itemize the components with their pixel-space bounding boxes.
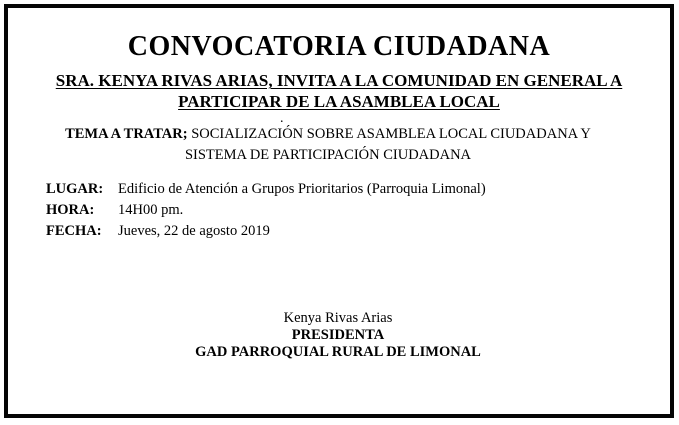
- signature-block: [8, 310, 668, 361]
- signature-organization: GAD PARROQUIAL RURAL DE LIMONAL: [195, 344, 481, 360]
- topic-text-1: SOCIALIZACIÓN SOBRE ASAMBLEA LOCAL CIUDADANA Y: [191, 126, 591, 142]
- topic-line-1: [8, 124, 648, 145]
- invitation-line-2: PARTICIPAR DE LA ASAMBLEA LOCAL: [178, 92, 500, 111]
- hora-value: 14H00 pm.: [118, 202, 184, 218]
- topic-label: TEMA A TRATAR;: [65, 126, 188, 142]
- lugar-label: LUGAR:: [46, 181, 104, 197]
- topic-line-2: SISTEMA DE PARTICIPACIÓN CIUDADANA: [184, 146, 472, 163]
- event-details: [46, 179, 486, 242]
- detail-row-fecha: [46, 221, 486, 242]
- document-title: CONVOCATORIA CIUDADANA: [127, 31, 551, 62]
- invitation-line-1: SRA. KENYA RIVAS ARIAS, INVITA A LA COMUNIDAD EN GENERAL A: [55, 71, 623, 90]
- signature-role: PRESIDENTA: [291, 327, 385, 343]
- lugar-value: Edificio de Atención a Grupos Prioritarios (Parroquia Limonal): [118, 181, 486, 197]
- hora-label: HORA:: [46, 202, 95, 218]
- detail-row-hora: [46, 200, 486, 221]
- detail-row-lugar: [46, 179, 486, 200]
- document-border-frame: [4, 4, 674, 418]
- signature-name: Kenya Rivas Arias: [283, 310, 393, 326]
- topic-section: [8, 124, 648, 165]
- fecha-value: Jueves, 22 de agosto 2019: [118, 223, 270, 239]
- stray-period-mark: .: [280, 111, 284, 126]
- invitation-heading: [18, 70, 660, 112]
- fecha-label: FECHA:: [46, 223, 102, 239]
